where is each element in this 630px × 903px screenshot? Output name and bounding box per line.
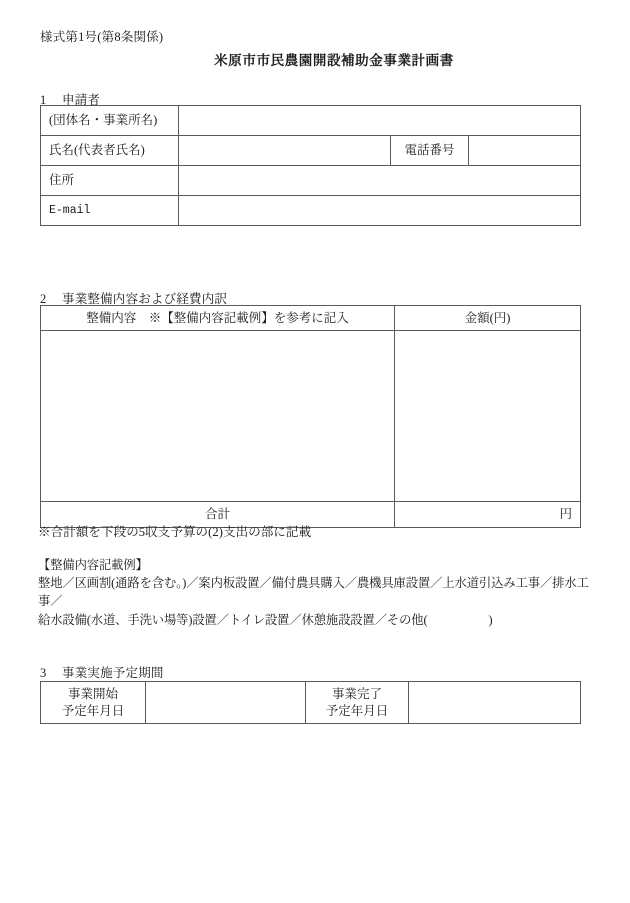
address-field[interactable] xyxy=(179,166,581,196)
works-cost-table xyxy=(40,305,581,528)
page-title: 米原市市民農園開設補助金事業計画書 xyxy=(214,53,454,68)
applicant-table xyxy=(40,105,581,226)
example-block xyxy=(38,556,598,629)
table-row xyxy=(41,136,581,166)
start-date-label-line2: 予定年月日 xyxy=(61,703,125,718)
end-date-label-line2: 予定年月日 xyxy=(325,703,389,718)
email-field[interactable] xyxy=(179,196,581,226)
section-3-number: 3 xyxy=(40,666,47,680)
table-row xyxy=(41,331,581,502)
total-amount-field[interactable]: 円 xyxy=(395,502,581,528)
table-header-row xyxy=(41,306,581,331)
table-row xyxy=(41,196,581,226)
table-row xyxy=(41,166,581,196)
end-date-label-line1: 事業完了 xyxy=(331,687,382,701)
section-2-number: 2 xyxy=(40,292,47,306)
organization-name-label: (団体名・事業所名) xyxy=(41,106,179,136)
example-line-1: 整地／区画割(通路を含む。)／案内板設置／備付農具購入／農機具庫設置／上水道引込み工事／排水工事／ xyxy=(38,576,589,609)
works-amount-entry-field[interactable] xyxy=(395,331,581,502)
schedule-table xyxy=(40,681,581,724)
address-label: 住所 xyxy=(41,166,179,196)
representative-name-label: 氏名(代表者氏名) xyxy=(41,136,179,166)
section-1-label: 申請者 xyxy=(62,93,101,107)
total-label: 合計 xyxy=(41,502,395,528)
section-3-label: 事業実施予定期間 xyxy=(62,666,164,680)
end-date-field[interactable] xyxy=(409,682,581,724)
column-header-amount: 金額(円) xyxy=(395,306,581,331)
phone-number-field[interactable] xyxy=(469,136,581,166)
works-content-entry-field[interactable] xyxy=(41,331,395,502)
form-number: 様式第1号(第8条関係) xyxy=(40,30,164,44)
table-row xyxy=(41,106,581,136)
table-row xyxy=(41,682,581,724)
start-date-field[interactable] xyxy=(146,682,306,724)
section-3-heading xyxy=(40,663,164,681)
column-header-content: 整備内容 ※【整備内容記載例】を参考に記入 xyxy=(41,306,395,331)
example-title: 【整備内容記載例】 xyxy=(38,558,148,572)
representative-name-field[interactable] xyxy=(179,136,391,166)
start-date-label xyxy=(41,682,146,724)
end-date-label xyxy=(306,682,409,724)
section-2-label: 事業整備内容および経費内訳 xyxy=(62,292,228,306)
section-1-number: 1 xyxy=(40,93,47,107)
email-label: E-mail xyxy=(41,196,179,226)
total-note: ※合計額を下段の5収支予算の(2)支出の部に記載 xyxy=(38,525,312,539)
example-line-2: 給水設備(水道、手洗い場等)設置／トイレ設置／休憩施設設置／その他( ) xyxy=(38,612,493,627)
start-date-label-line1: 事業開始 xyxy=(67,687,118,701)
organization-name-field[interactable] xyxy=(179,106,581,136)
phone-number-label: 電話番号 xyxy=(391,136,469,166)
